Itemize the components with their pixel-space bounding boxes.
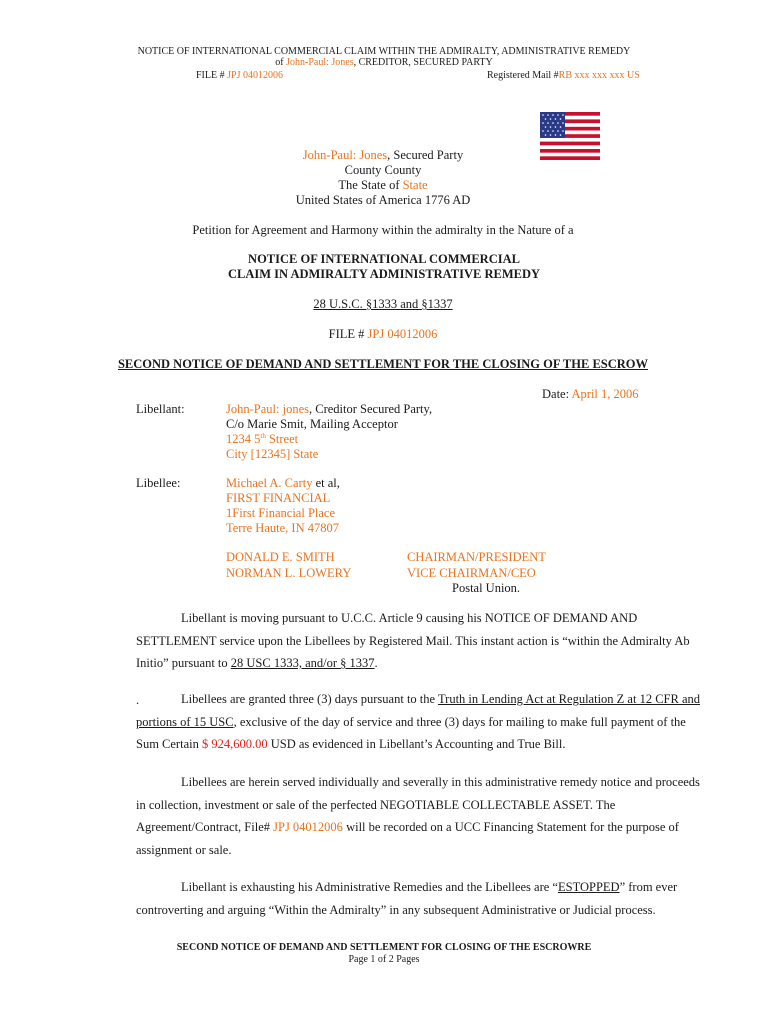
date-line xyxy=(542,387,639,402)
footer-title: SECOND NOTICE OF DEMAND AND SETTLEMENT FOR CLOSING OF THE ESCROWRE xyxy=(176,942,592,953)
libellant-street-sup: th xyxy=(260,431,266,440)
libellant-label: Libellant: xyxy=(136,402,185,416)
paragraph-4-text-b: ” from ever controverting and arguing “Within the Admiralty” in any subsequent Administrative or Judicial process. xyxy=(136,880,678,917)
libellee-name: Michael A. Carty xyxy=(226,476,313,490)
libellant-address xyxy=(226,402,432,462)
paragraph-2-dot: . xyxy=(136,693,140,707)
libellee-name-line xyxy=(226,476,340,491)
petition-line: Petition for Agreement and Harmony within the admiralty in the Nature of a xyxy=(192,223,574,237)
officer-title: CHAIRMAN/PRESIDENT xyxy=(407,550,546,564)
libellee-address xyxy=(226,476,340,536)
libellant-name-line xyxy=(226,402,432,417)
paragraph-2-text-b: , exclusive of the day of service and three (3) days for mailing to make full payment of the Sum Certain xyxy=(136,714,686,751)
header-line2 xyxy=(0,57,768,68)
header-file xyxy=(196,70,283,81)
header-line1: NOTICE OF INTERNATIONAL COMMERCIAL CLAIM WITHIN THE ADMIRALTY, ADMINISTRATIVE REMEDY xyxy=(137,46,631,57)
libellee-org: FIRST FINANCIAL xyxy=(226,491,331,505)
footer-page-number: Page 1 of 2 Pages xyxy=(348,954,420,965)
officer-name: NORMAN L. LOWERY xyxy=(226,566,352,580)
paragraph-2-citation: Truth in Lending Act at Regulation Z at 12 CFR and portions of 15 USC xyxy=(136,692,700,729)
paragraph-1-text: Libellant is moving pursuant to U.C.C. Article 9 causing his NOTICE OF DEMAND AND SETTLEMENT service upon the Libellees by Registered Mail. This instant action is “within the Admiralty Ab Initio” pursuant to xyxy=(136,611,690,670)
paragraph-2-text-c: USD as evidenced in Libellant’s Accounting and True Bill. xyxy=(267,737,566,751)
libellant-name-suffix: , Creditor Secured Party, xyxy=(308,402,433,416)
title-line1: NOTICE OF INTERNATIONAL COMMERCIAL xyxy=(248,252,520,266)
file-label: FILE # xyxy=(328,327,368,341)
file-number-line xyxy=(0,327,767,342)
header-registered-mail xyxy=(487,70,640,81)
subtitle xyxy=(0,357,767,372)
libellant-city: City [12345] State xyxy=(226,447,319,461)
paragraph-1-citation: 28 USC 1333, and/or § 1337 xyxy=(230,656,375,670)
paragraph-3 xyxy=(136,771,702,861)
subtitle-text: SECOND NOTICE OF DEMAND AND SETTLEMENT FOR THE CLOSING OF THE ESCROW xyxy=(117,357,649,371)
paragraph-3-text-b: will be recorded on a UCC Financing Statement for the purpose of assignment or sale. xyxy=(136,820,679,857)
paragraph-4-text-a: Libellant is exhausting his Administrative Remedies and the Libellees are “ xyxy=(181,880,558,894)
file-number: JPJ 04012006 xyxy=(367,327,438,341)
paragraph-2-text-a: Libellees are granted three (3) days pursuant to the xyxy=(181,692,438,706)
paragraph-4-estopped: ESTOPPED xyxy=(557,880,620,894)
party-county: County County xyxy=(344,163,422,177)
header-mail-number: RB xxx xxx xxx US xyxy=(558,70,640,81)
title-line2: CLAIM IN ADMIRALTY ADMINISTRATIVE REMEDY xyxy=(227,267,541,281)
party-name: John-Paul: Jones xyxy=(302,148,388,162)
date-value: April 1, 2006 xyxy=(571,387,639,401)
header-creditor-name: John-Paul: Jones xyxy=(286,57,354,68)
libellee-street: 1First Financial Place xyxy=(226,506,336,520)
libellant-street-number: 1234 5 xyxy=(226,432,261,446)
libellant-care-of: C/o Marie Smit, Mailing Acceptor xyxy=(226,417,398,431)
paragraph-3-file: JPJ 04012006 xyxy=(273,820,343,834)
header-file-label: FILE # xyxy=(196,70,228,81)
libellee-label: Libellee: xyxy=(136,476,181,490)
party-state-line xyxy=(0,178,767,193)
header-line2-suffix: , CREDITOR, SECURED PARTY xyxy=(353,57,493,68)
libellee-name-suffix: et al, xyxy=(312,476,340,490)
header-mail-label: Registered Mail # xyxy=(487,70,559,81)
date-label: Date: xyxy=(542,387,572,401)
header-line2-prefix: of xyxy=(275,57,287,68)
libellant-name: John-Paul: jones xyxy=(226,402,309,416)
header-file-number: JPJ 04012006 xyxy=(227,70,283,81)
statute-reference xyxy=(0,297,767,312)
paragraph-2 xyxy=(136,688,702,756)
party-country: United States of America 1776 AD xyxy=(295,193,471,207)
paragraph-2-amount: $ 924,600.00 xyxy=(201,737,268,751)
paragraph-4 xyxy=(136,876,702,921)
postal-union: Postal Union. xyxy=(452,581,521,595)
party-name-line xyxy=(0,148,767,163)
libellant-street-rest: Street xyxy=(265,432,299,446)
paragraph-1 xyxy=(136,607,702,675)
officer-title: VICE CHAIRMAN/CEO xyxy=(407,566,536,580)
party-state: State xyxy=(402,178,428,192)
paragraph-1-end: . xyxy=(374,656,378,670)
statute-text: 28 U.S.C. §1333 and §1337 xyxy=(313,297,453,311)
party-state-prefix: The State of xyxy=(338,178,403,192)
officer-name: DONALD E. SMITH xyxy=(226,550,335,564)
libellant-street xyxy=(226,432,432,447)
paragraph-3-text-a: Libellees are herein served individually and severally in this administrative remedy notice and proceeds in collection, investment or sale of the perfected NEGOTIABLE COLLECTABLE ASSET. The Agreement/Contract, File# xyxy=(136,775,700,834)
party-name-suffix: , Secured Party xyxy=(387,148,464,162)
libellee-city: Terre Haute, IN 47807 xyxy=(226,521,339,535)
